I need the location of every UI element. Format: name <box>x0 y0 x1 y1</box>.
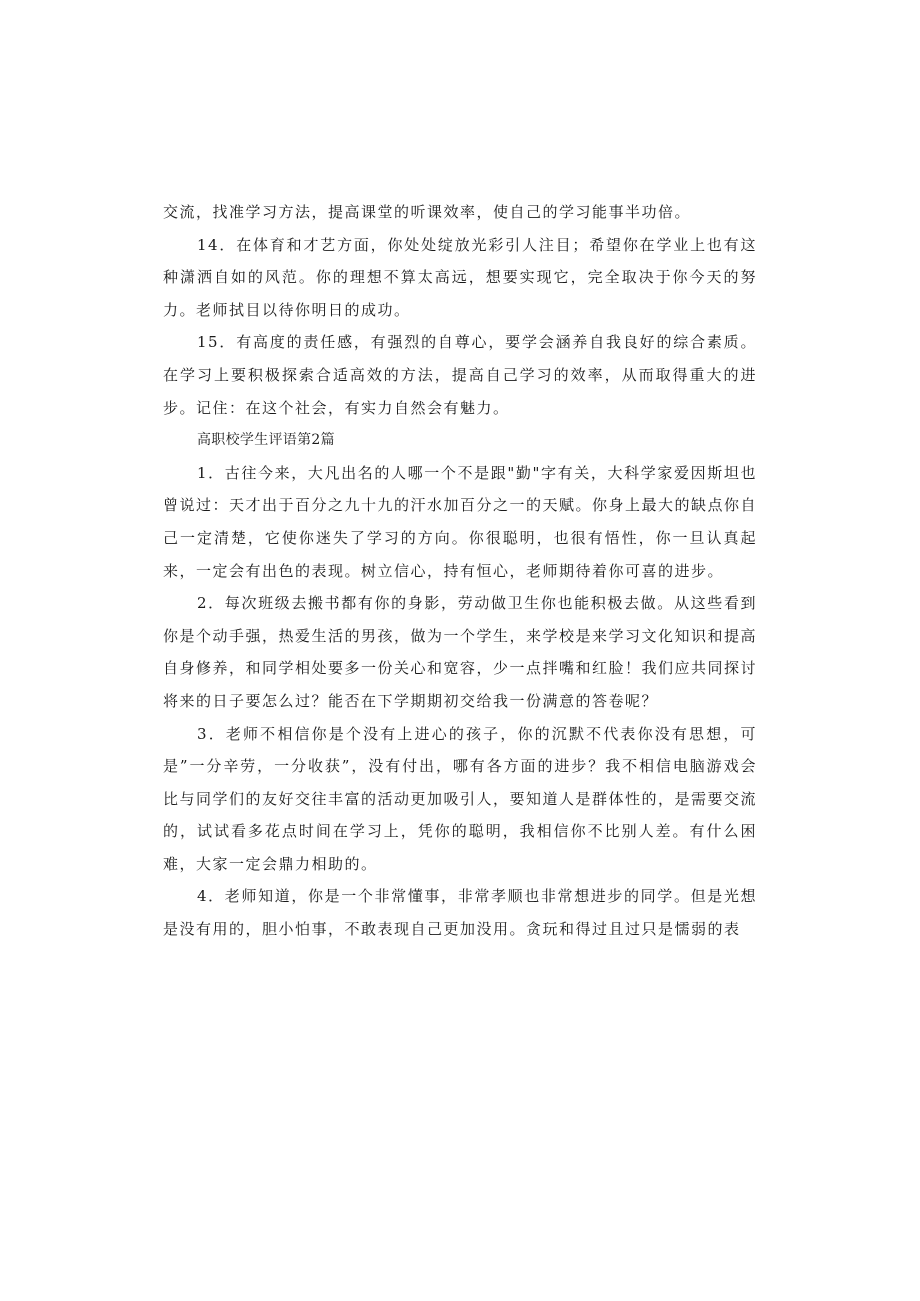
document-page <box>163 196 757 946</box>
paragraph-item-1: 1．古往今来，大凡出名的人哪一个不是跟"勤"字有关，大科学家爱因斯坦也曾说过：天才出于百分之九十九的汗水加百分之一的天赋。你身上最大的缺点你自己一定清楚，它使你迷失了学习的方向。你很聪明，也很有悟性，你一旦认真起来，一定会有出色的表现。树立信心，持有恒心，老师期待着你可喜的进步。 <box>163 463 758 580</box>
paragraph-item-3: 3．老师不相信你是个没有上进心的孩子，你的沉默不代表你没有思想，可是”一分辛劳，一分收获”，没有付出，哪有各方面的进步？我不相信电脑游戏会比与同学们的友好交往丰富的活动更加吸引人，要知道人是群体性的，是需要交流的，试试看多花点时间在学习上，凭你的聪明，我相信你不比别人差。有什么困难，大家一定会鼎力相助的。 <box>163 724 758 873</box>
section-title: 高职校学生评语第2篇 <box>197 432 335 449</box>
paragraph-item-4: 4．老师知道，你是一个非常懂事，非常孝顺也非常想进步的同学。但是光想是没有用的，胆小怕事，不敢表现自己更加没用。贪玩和得过且过只是懦弱的表 <box>163 887 757 939</box>
paragraph-continuation: 交流，找准学习方法，提高课堂的听课效率，使自己的学习能事半功倍。 <box>163 203 692 221</box>
paragraph-item-14: 14．在体育和才艺方面，你处处绽放光彩引人注目；希望你在学业上也有这种潇洒自如的风范。你的理想不算太高远，想要实现它，完全取决于你今天的努力。老师拭目以待你明日的成功。 <box>163 235 757 319</box>
paragraph-item-2: 2．每次班级去搬书都有你的身影，劳动做卫生你也能积极去做。从这些看到你是个动手强，热爱生活的男孩，做为一个学生，来学校是来学习文化知识和提高自身修养，和同学相处要多一份关心和宽容，少一点拌嘴和红脸！我们应共同探讨将来的日子要怎么过？能否在下学期期初交给我一份满意的答卷呢？ <box>163 594 758 710</box>
paragraph-item-15: 15．有高度的责任感，有强烈的自尊心，要学会涵养自我良好的综合素质。在学习上要积极探索合适高效的方法，提高自己学习的效率，从而取得重大的进步。记住：在这个社会，有实力自然会有魅力。 <box>163 333 757 417</box>
